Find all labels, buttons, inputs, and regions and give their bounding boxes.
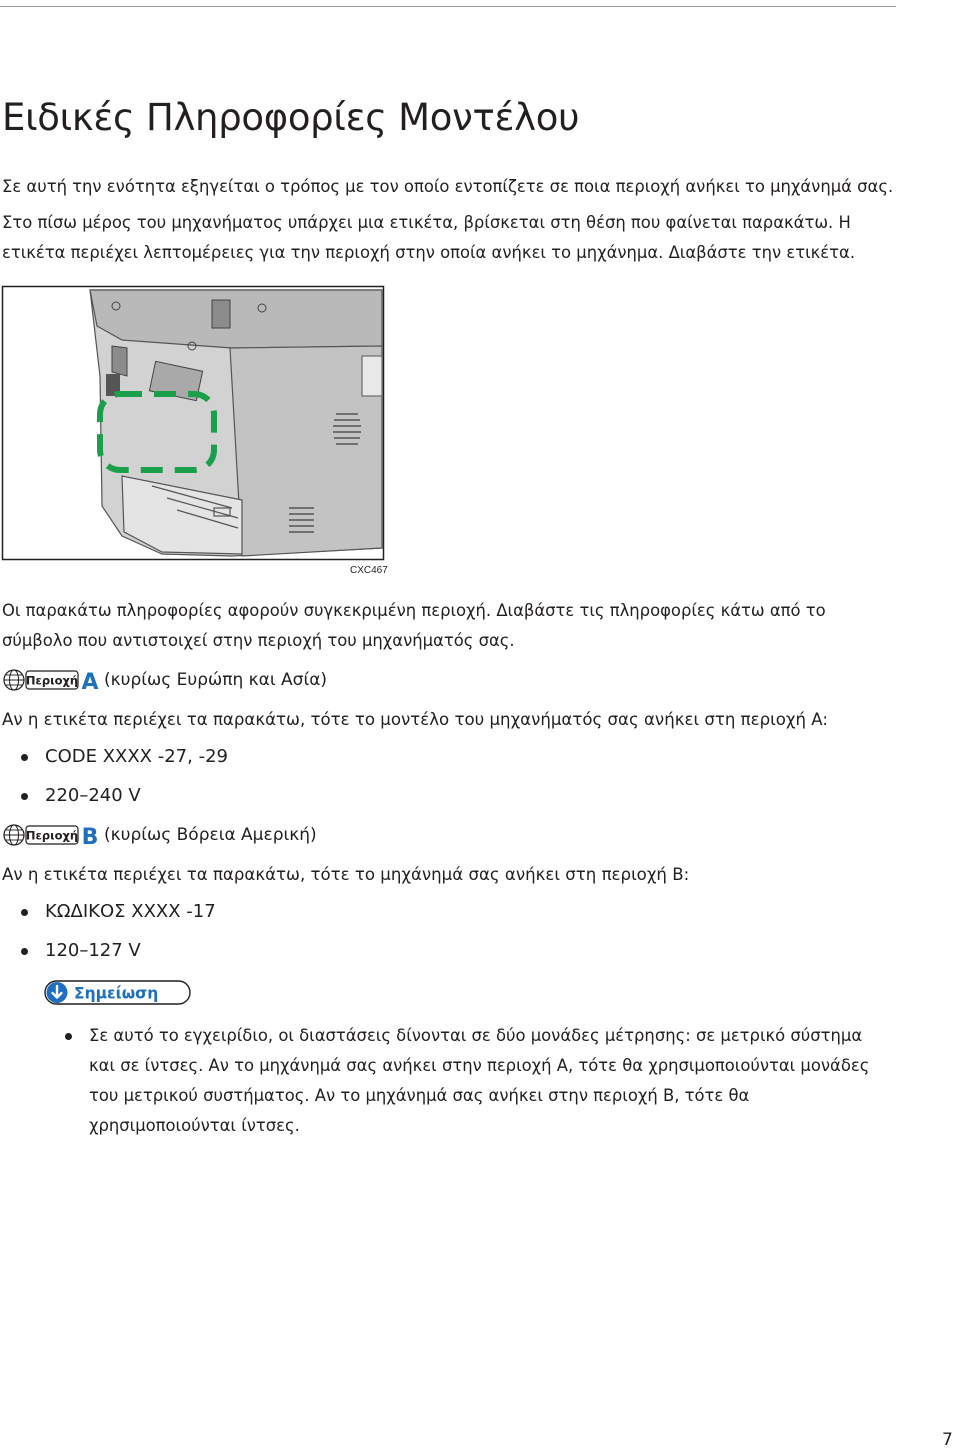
top-rule xyxy=(0,6,896,7)
globe-region-icon xyxy=(2,823,102,850)
after-figure-line-2: σύμβολο που αντιστοιχεί στην περιοχή του μηχανήματός σας. xyxy=(2,631,515,650)
after-figure-line-1: Οι παρακάτω πληροφορίες αφορούν συγκεκριμένη περιοχή. Διαβάστε τις πληροφορίες κάτω από το xyxy=(2,601,826,620)
list-item xyxy=(2,744,228,783)
page-title: Ειδικές Πληροφορίες Μοντέλου xyxy=(2,96,580,139)
label-location-paragraph xyxy=(2,208,855,268)
note-badge xyxy=(44,979,192,1011)
region-b-badge-word: Περιοχή xyxy=(25,828,79,843)
label-location-line-1: Στο πίσω μέρος του μηχανήματος υπάρχει μια ετικέτα, βρίσκεται στη θέση που φαίνεται παρακάτω. Η xyxy=(2,213,851,232)
note-line-3: του μετρικού συστήματος. Αν το μηχάνημά σας ανήκει στην περιοχή B, τότε θα xyxy=(89,1086,750,1105)
region-a-letter: A xyxy=(81,670,99,695)
region-b-heading xyxy=(2,822,317,848)
region-b-item-code: ΚΩΔΙΚΟΣ XXXX -17 xyxy=(45,901,216,922)
globe-region-icon xyxy=(2,668,102,695)
list-item xyxy=(2,899,216,938)
region-b-letter: B xyxy=(81,825,99,850)
label-location-line-2: ετικέτα περιέχει λεπτομέρειες για την περιοχή στην οποία ανήκει το μηχάνημα. Διαβάστε την ετικέτα. xyxy=(2,243,856,262)
bullet-dot xyxy=(21,909,28,916)
machine-rear-illustration xyxy=(2,286,388,576)
region-b-item-voltage: 120–127 V xyxy=(45,940,141,961)
region-a-condition: Αν η ετικέτα περιέχει τα παρακάτω, τότε το μοντέλο του μηχανήματός σας ανήκει στη περιοχή A: xyxy=(2,710,828,729)
note-badge-label: Σημείωση xyxy=(74,984,159,1003)
figure-code: CXC467 xyxy=(350,565,388,576)
note-line-2: και σε ίντσες. Αν το μηχάνημά σας ανήκει στην περιοχή A, τότε θα χρησιμοποιούνται μονάδες xyxy=(89,1056,870,1075)
note-line-1: Σε αυτό το εγχειρίδιο, οι διαστάσεις δίνονται σε δύο μονάδες μέτρησης: σε μετρικό σύστημα xyxy=(89,1026,863,1045)
note-item xyxy=(46,1021,896,1141)
region-a-item-code: CODE XXXX -27, -29 xyxy=(45,746,228,767)
list-item xyxy=(2,938,216,977)
bullet-dot xyxy=(21,793,28,800)
list-item xyxy=(2,783,228,822)
region-b-condition: Αν η ετικέτα περιέχει τα παρακάτω, τότε το μηχάνημά σας ανήκει στη περιοχή B: xyxy=(2,865,690,884)
region-a-badge-word: Περιοχή xyxy=(25,673,79,688)
intro-paragraph: Σε αυτή την ενότητα εξηγείται ο τρόπος με τον οποίο εντοπίζετε σε ποια περιοχή ανήκει το μηχάνημά σας. xyxy=(2,177,894,196)
region-b-caption: (κυρίως Βόρεια Αμερική) xyxy=(104,825,317,845)
note-line-4: χρησιμοποιούνται ίντσες. xyxy=(89,1116,300,1135)
bullet-dot xyxy=(21,948,28,955)
region-a-list xyxy=(2,744,228,822)
bullet-dot xyxy=(21,754,28,761)
region-a-caption: (κυρίως Ευρώπη και Ασία) xyxy=(104,670,328,690)
region-a-badge xyxy=(2,668,102,695)
after-figure-paragraph xyxy=(2,596,826,656)
note-list xyxy=(46,1021,896,1141)
region-b-badge xyxy=(2,823,102,850)
region-a-heading xyxy=(2,667,327,693)
region-a-item-voltage: 220–240 V xyxy=(45,785,141,806)
bullet-dot xyxy=(65,1033,72,1040)
page-number: 7 xyxy=(942,1430,953,1450)
region-b-list xyxy=(2,899,216,977)
